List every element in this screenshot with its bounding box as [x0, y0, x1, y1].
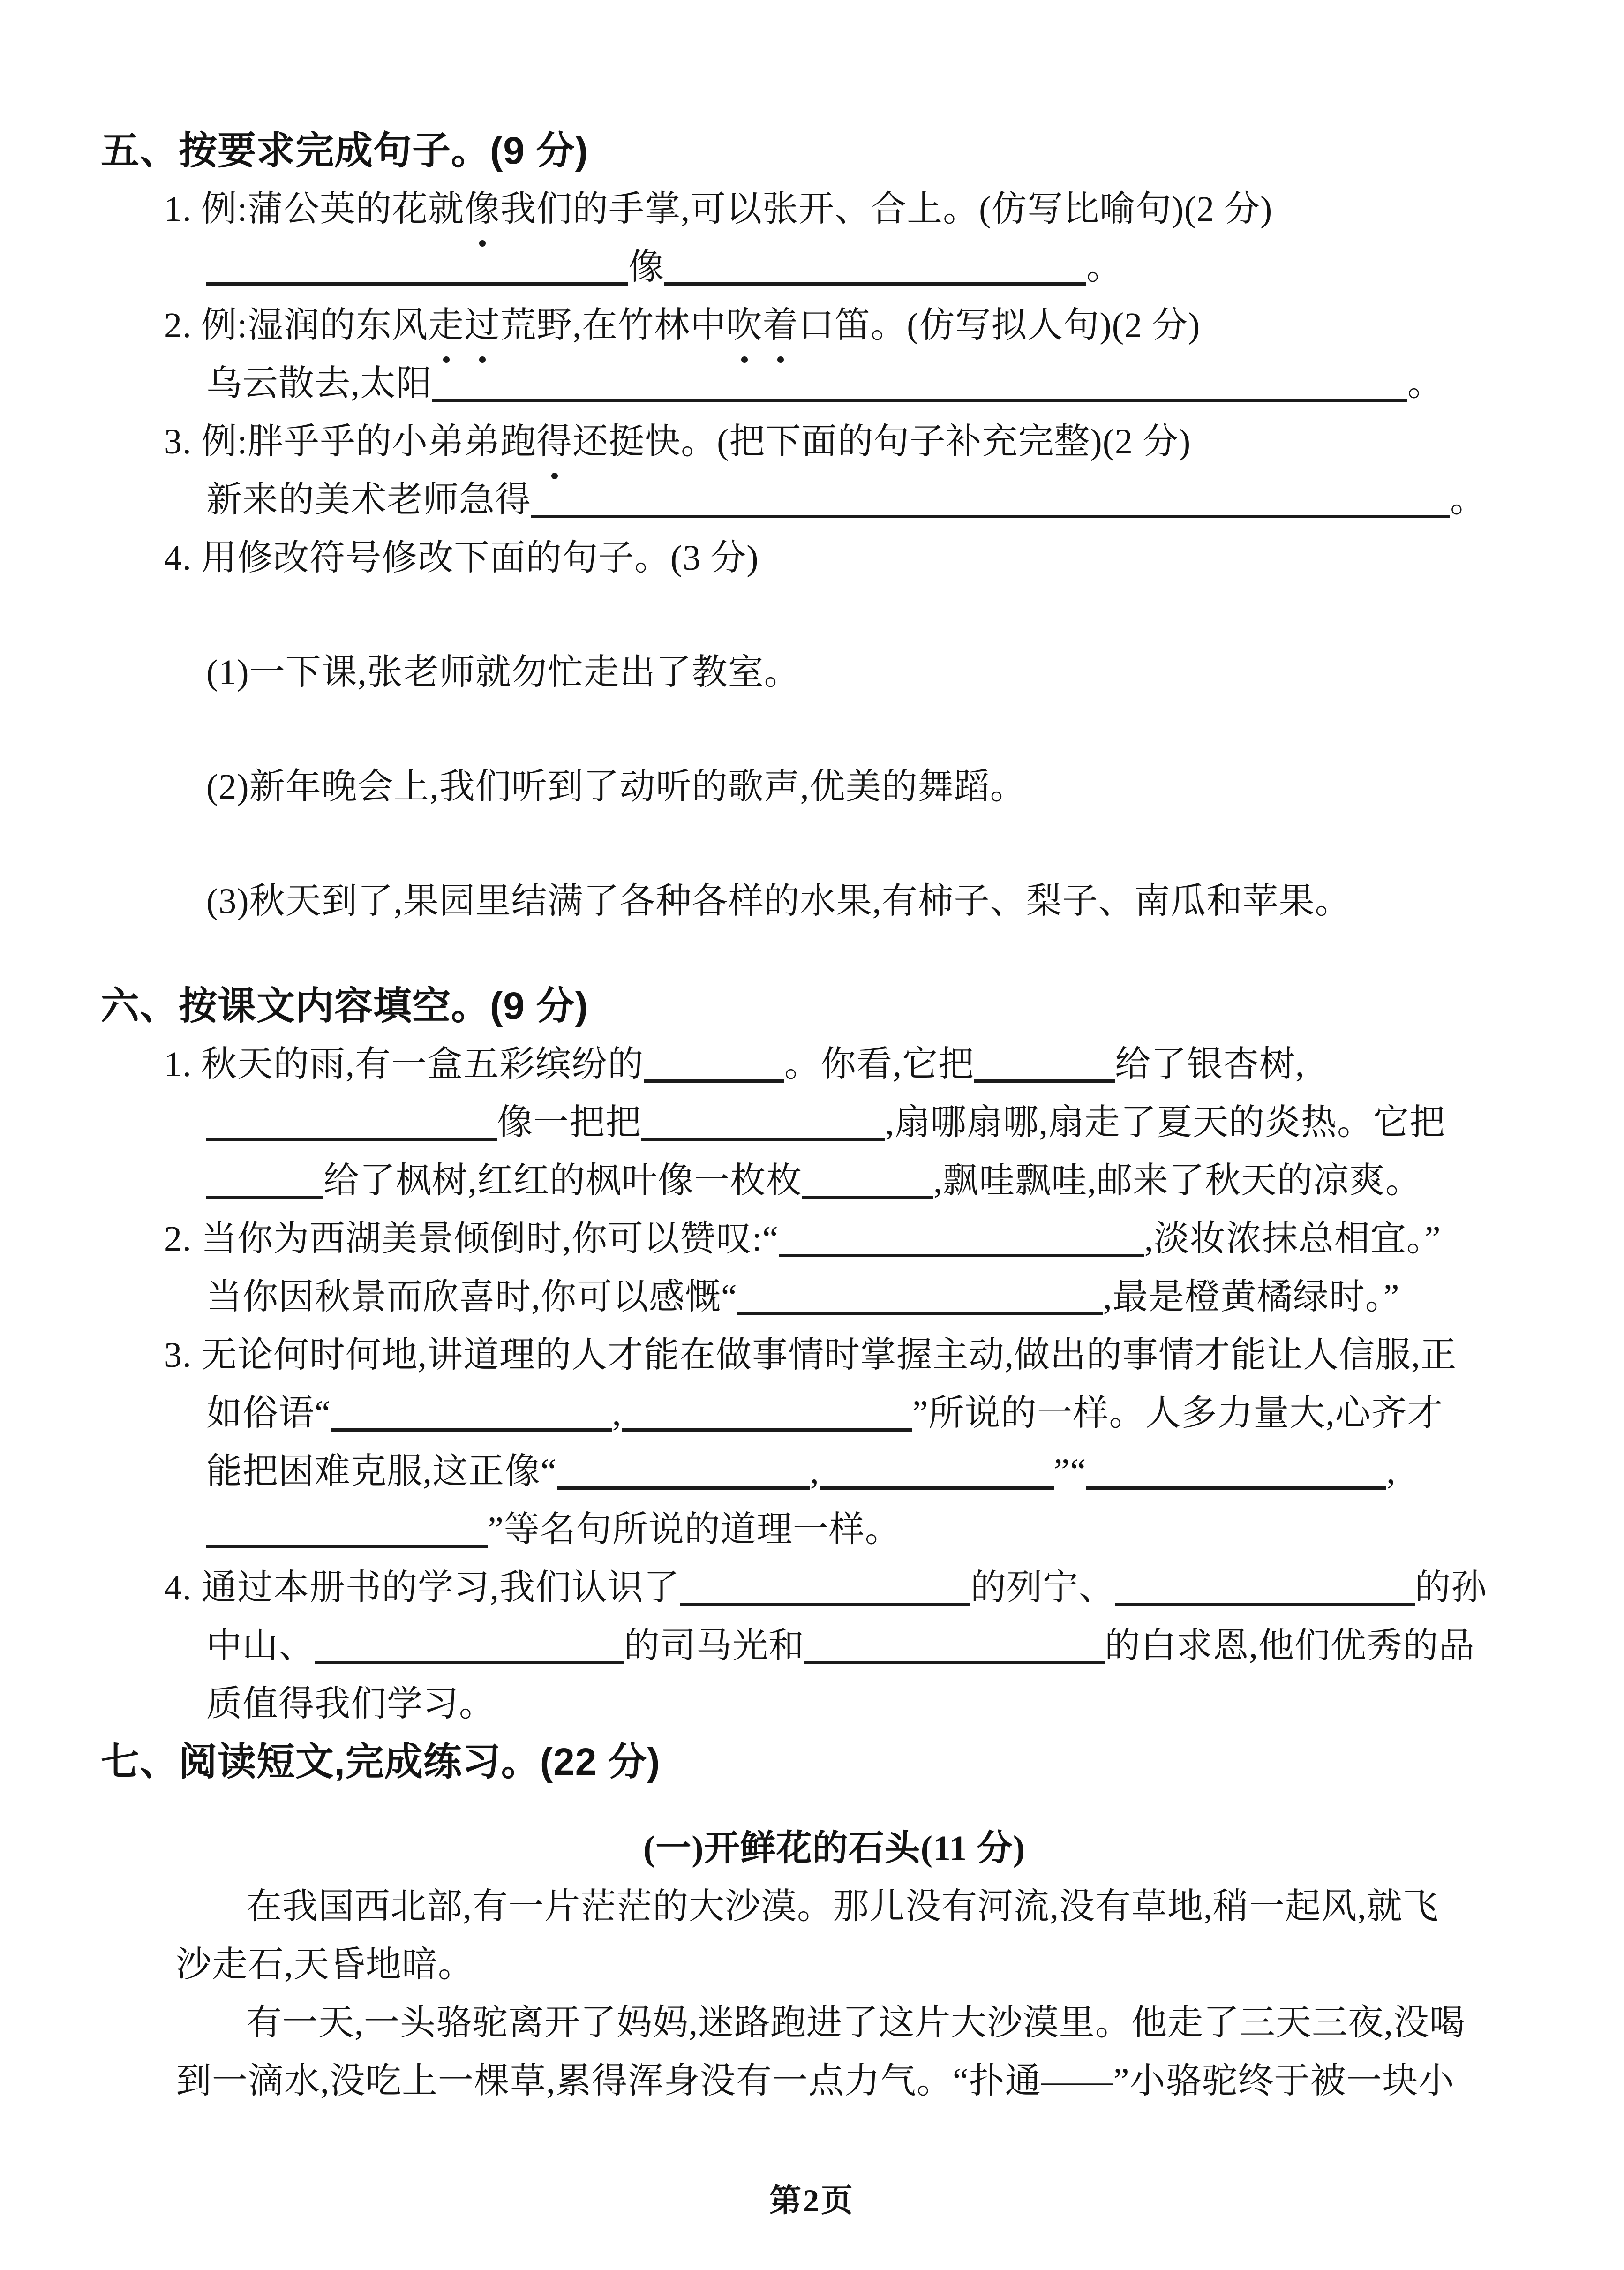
text-run: 。 — [1450, 480, 1486, 520]
answer-blank — [974, 1079, 1115, 1083]
text-run: 有一天,一头骆驼离开了妈妈,迷路跑进了这片大沙漠里。他走了三天三夜,没喝 — [246, 2003, 1466, 2043]
answer-blank — [206, 282, 628, 286]
emphasized-character: 像 — [464, 180, 500, 238]
answer-blank — [331, 1428, 612, 1432]
emphasized-character: 吹 — [726, 296, 762, 354]
text-run: 2. 当你为西湖美景倾倒时,你可以赞叹:“ — [164, 1219, 779, 1259]
text-run: 到一滴水,没吃上一棵草,累得浑身没有一点力气。“扑通——”小骆驼终于被一块小 — [176, 2061, 1455, 2101]
s6-q1-line-2 — [101, 1094, 1568, 1152]
s5-q1-answer-line — [101, 238, 1568, 296]
text-run: (一)开鲜花的石头(11 分) — [643, 1829, 1026, 1868]
text-run: 五、按要求完成句子。(9 分) — [101, 129, 589, 172]
text-run: ”“ — [1053, 1452, 1087, 1491]
text-run: (1)一下课,张老师就勿忙走出了教室。 — [206, 653, 800, 692]
answer-blank — [557, 1486, 810, 1490]
answer-blank — [737, 1312, 1103, 1315]
text-run: , — [612, 1394, 622, 1433]
text-run: , — [810, 1452, 820, 1491]
text-run: 沙走石,天昏地暗。 — [176, 1945, 474, 1984]
answer-blank — [779, 1254, 1144, 1257]
text-run: (3)秋天到了,果园里结满了各种各样的水果,有柿子、梨子、南瓜和苹果。 — [206, 882, 1351, 921]
answer-blank — [664, 282, 1086, 286]
text-run: 六、按课文内容填空。(9 分) — [101, 985, 589, 1027]
text-run: 给了银杏树, — [1115, 1045, 1305, 1084]
text-run: 荒野,在竹林中 — [500, 306, 727, 345]
emphasized-character: 走 — [428, 296, 464, 354]
section-5-header — [101, 122, 1568, 180]
emphasized-character: 着 — [762, 296, 798, 354]
emphasized-character: 得 — [536, 413, 572, 471]
s6-q3-line-2 — [101, 1384, 1568, 1442]
text-run: (2)新年晚会上,我们听到了动听的歌声,优美的舞蹈。 — [206, 767, 1026, 807]
s6-q1-line-3 — [101, 1152, 1568, 1210]
s6-q3-line-1 — [101, 1326, 1568, 1384]
s6-q1-line-1 — [101, 1035, 1568, 1094]
text-run: ,淡妆浓抹总相宜。” — [1144, 1219, 1441, 1259]
s5-q3-answer-line — [101, 471, 1568, 529]
text-run: 。 — [1407, 364, 1444, 403]
text-run: 还挺快。(把下面的句子补充完整)(2 分) — [572, 422, 1191, 461]
text-run: 的司马光和 — [624, 1626, 804, 1666]
s5-q4-sentence-2 — [101, 758, 1568, 816]
text-run: 3. 无论何时何地,讲道理的人才能在做事情时掌握主动,做出的事情才能让人信服,正 — [164, 1335, 1457, 1375]
passage-para1-line-2 — [101, 1936, 1568, 1994]
text-run: 在我国西北部,有一片茫茫的大沙漠。那儿没有河流,没有草地,稍一起风,就飞 — [246, 1887, 1439, 1926]
text-run: ”等名句所说的道理一样。 — [488, 1510, 901, 1549]
document-body — [101, 122, 1568, 2110]
text-run: ,飘哇飘哇,邮来了秋天的凉爽。 — [933, 1161, 1421, 1200]
s6-q4-line-2 — [101, 1617, 1568, 1675]
passage-para2-line-1 — [101, 1994, 1568, 2052]
s5-q2-example — [101, 296, 1568, 354]
answer-blank — [432, 399, 1407, 402]
text-run: 的列宁、 — [970, 1568, 1115, 1607]
text-run: 的白求恩,他们优秀的品 — [1105, 1626, 1475, 1666]
text-run: 像 — [628, 248, 664, 287]
text-run: 给了枫树,红红的枫叶像一枚枚 — [323, 1161, 802, 1200]
s6-q4-line-3 — [101, 1675, 1568, 1733]
text-run: 1. 秋天的雨,有一盒五彩缤纷的 — [164, 1045, 644, 1084]
text-run: 当你因秋景而欣喜时,你可以感慨“ — [206, 1277, 737, 1317]
answer-blank — [206, 1196, 323, 1199]
text-run: 1. 例:蒲公英的花就 — [164, 189, 465, 229]
text-run: 乌云散去,太阳 — [206, 364, 432, 403]
s6-q3-line-4 — [101, 1501, 1568, 1559]
s5-q3-example — [101, 413, 1568, 471]
section-7-header — [101, 1733, 1568, 1791]
answer-blank — [315, 1661, 624, 1664]
text-run: 质值得我们学习。 — [206, 1684, 495, 1724]
answer-blank — [1086, 1486, 1386, 1490]
text-run: 我们的手掌,可以张开、合上。(仿写比喻句)(2 分) — [500, 189, 1273, 229]
page-number: 第2页 — [769, 2183, 855, 2218]
s5-q4-sentence-1 — [101, 643, 1568, 701]
section-6-header — [101, 977, 1568, 1035]
emphasized-character: 过 — [464, 296, 500, 354]
answer-blank — [804, 1661, 1105, 1664]
s6-q2-line-2 — [101, 1268, 1568, 1326]
s5-q4-sentence-3 — [101, 872, 1568, 930]
s6-q2-line-1 — [101, 1210, 1568, 1268]
text-run: , — [1386, 1452, 1396, 1491]
answer-blank — [622, 1428, 912, 1432]
answer-blank — [206, 1545, 488, 1548]
answer-blank — [641, 1138, 885, 1141]
text-run: 的孙 — [1415, 1568, 1487, 1607]
answer-blank — [644, 1079, 784, 1083]
passage-para1-line-1 — [101, 1878, 1568, 1936]
s5-q2-answer-line — [101, 354, 1568, 413]
answer-blank — [206, 1138, 497, 1141]
answer-blank — [802, 1196, 933, 1199]
text-run: 能把困难克服,这正像“ — [206, 1452, 557, 1491]
answer-blank — [820, 1486, 1054, 1490]
passage-para2-line-2 — [101, 2052, 1568, 2110]
text-run: 4. 用修改符号修改下面的句子。(3 分) — [164, 538, 759, 578]
text-run: 中山、 — [206, 1626, 315, 1666]
answer-blank — [680, 1603, 970, 1606]
text-run: ”所说的一样。人多力量大,心齐才 — [912, 1394, 1444, 1433]
text-run: 4. 通过本册书的学习,我们认识了 — [164, 1568, 680, 1607]
text-run: 。 — [1086, 248, 1122, 287]
text-run: 口笛。(仿写拟人句)(2 分) — [798, 306, 1201, 345]
s6-q4-line-1 — [101, 1559, 1568, 1617]
text-run: ,扇哪扇哪,扇走了夏天的炎热。它把 — [885, 1103, 1445, 1142]
answer-blank — [531, 515, 1450, 518]
text-run: 。你看,它把 — [784, 1045, 974, 1084]
s6-q3-line-3 — [101, 1442, 1568, 1501]
text-run: ,最是橙黄橘绿时。” — [1103, 1277, 1400, 1317]
text-run: 2. 例:湿润的东风 — [164, 306, 429, 345]
s5-q1-example — [101, 180, 1568, 238]
text-run: 新来的美术老师急得 — [206, 480, 531, 520]
passage-title — [101, 1819, 1568, 1878]
text-run: 3. 例:胖乎乎的小弟弟跑 — [164, 422, 537, 461]
text-run: 像一把把 — [497, 1103, 641, 1142]
s5-q4-instruction — [101, 529, 1568, 587]
text-run: 如俗语“ — [206, 1394, 331, 1433]
text-run: 七、阅读短文,完成练习。(22 分) — [101, 1741, 661, 1783]
answer-blank — [1115, 1603, 1415, 1606]
